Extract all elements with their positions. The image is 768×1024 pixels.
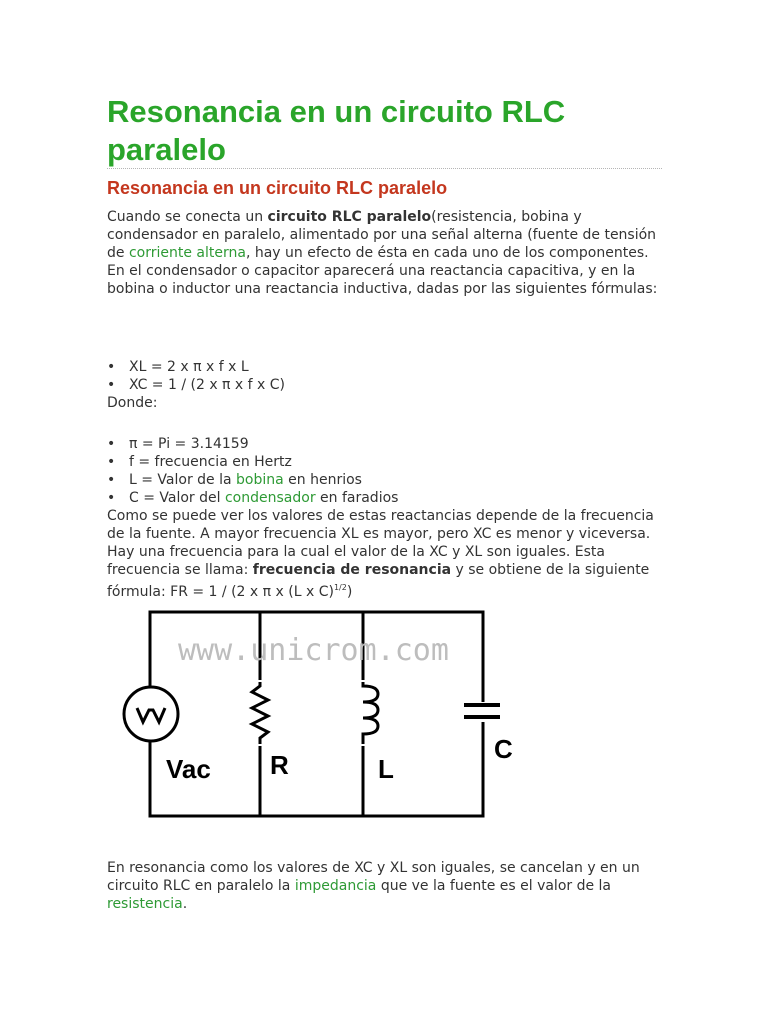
definition-c: [107, 489, 667, 507]
definition-list: [107, 435, 667, 507]
link-corriente-alterna[interactable]: corriente alterna: [128, 245, 246, 261]
intro-section: [107, 208, 667, 298]
definition-l: [107, 471, 667, 489]
label-vac: Vac: [166, 754, 211, 784]
resonance-term: frecuencia de resonancia: [252, 562, 452, 578]
definition-l-unit: en henrios: [283, 472, 362, 488]
conclusion-paragraph: [107, 859, 667, 913]
formula-list: [107, 358, 667, 394]
label-l: L: [378, 754, 394, 784]
formula-xl: • XL = 2 x π x f x L: [107, 358, 667, 376]
donde-label: Donde:: [107, 395, 158, 411]
conclusion-text-2: que ve la fuente es el valor de la: [376, 878, 612, 894]
explanation-text-3: ): [346, 584, 353, 600]
conclusion-text-3: .: [182, 896, 188, 912]
link-bobina[interactable]: bobina: [236, 472, 284, 488]
explanation-paragraph: [107, 507, 667, 601]
label-r: R: [270, 750, 289, 780]
link-condensador[interactable]: condensador: [224, 490, 316, 506]
intro-text-1: Cuando se conecta un: [107, 209, 268, 225]
definition-l-text: L = Valor de la: [129, 472, 237, 488]
exponent: 1/2: [333, 583, 347, 592]
explanation-text-2: y se obtiene de la siguiente fórmula: FR = 1 / (2 x π x (L x C): [107, 562, 650, 600]
definition-c-unit: en faradios: [315, 490, 399, 506]
watermark-text: www.unicrom.com: [178, 633, 449, 668]
circuit-svg: [110, 610, 540, 818]
link-impedancia[interactable]: impedancia: [294, 878, 377, 894]
intro-text-2: (resistencia, bobina y condensador en paralelo, alimentado por una señal alterna (fuente de tensión de: [107, 209, 657, 261]
intro-paragraph: [107, 208, 667, 262]
ac-source-symbol: [124, 687, 178, 741]
title-divider: [107, 168, 662, 169]
label-c: C: [494, 734, 513, 764]
definition-f: • f = frecuencia en Hertz: [107, 453, 667, 471]
definition-pi: • π = Pi = 3.14159: [107, 435, 667, 453]
rlc-circuit-diagram: [110, 610, 540, 818]
intro-text-3: , hay un efecto de ésta en cada uno de los componentes.: [245, 245, 649, 261]
definition-c-text: C = Valor del: [129, 490, 225, 506]
link-resistencia[interactable]: resistencia: [107, 896, 183, 912]
section-heading: Resonancia en un circuito RLC paralelo: [107, 178, 448, 198]
reactance-paragraph: En el condensador o capacitor aparecerá una reactancia capacitiva, y en la bobina o inductor una reactancia inductiva, dadas por las siguientes fórmulas:: [107, 263, 658, 297]
conclusion-text-1: En resonancia como los valores de XC y XL son iguales, se cancelan y en un circuito RLC en paralelo la: [107, 860, 640, 894]
intro-bold-term: circuito RLC paralelo: [267, 209, 432, 225]
explanation-text-1: Como se puede ver los valores de estas reactancias depende de la frecuencia de la fuente. A mayor frecuencia XL es mayor, pero XC es menor y viceversa. Hay una frecuencia para la cual el valor de la XC y XL son iguales. Esta frecuencia se llama:: [107, 508, 654, 578]
page-title: Resonancia en un circuito RLC paralelo: [107, 94, 566, 167]
formula-xc: • XC = 1 / (2 x π x f x C): [107, 376, 667, 394]
